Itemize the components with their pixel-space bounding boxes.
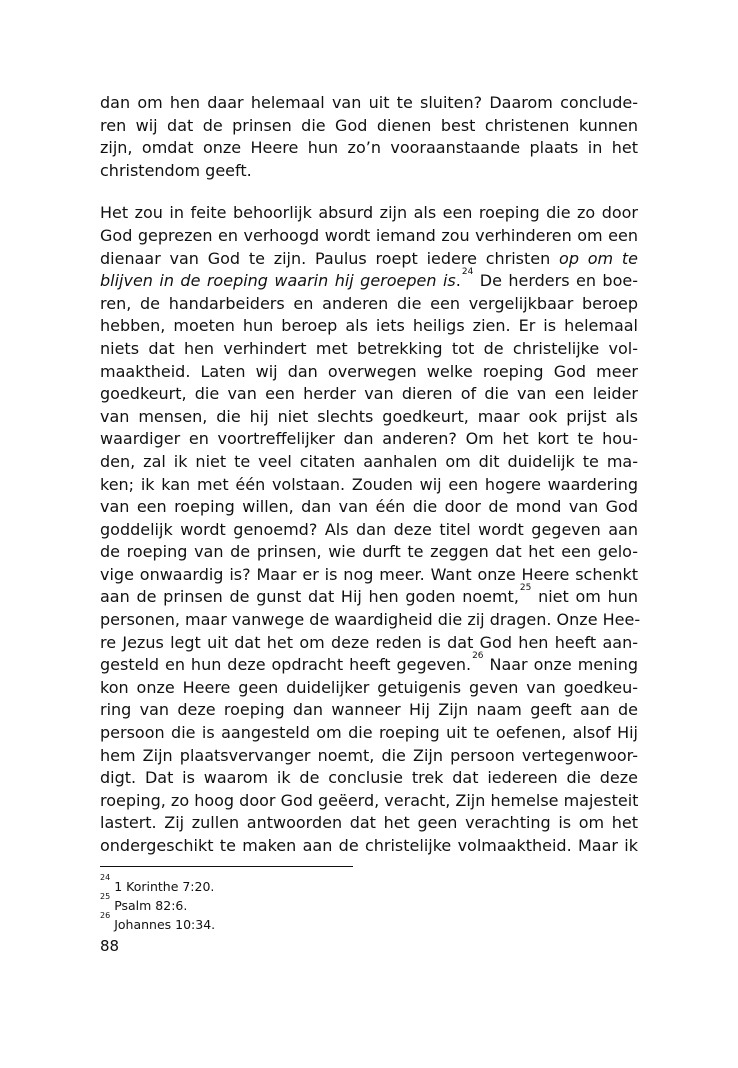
footnote: [100, 892, 638, 915]
text-line: lastert. Zij zullen antwoorden dat het geen verachting is om het: [100, 813, 638, 833]
text-line: persoon die is aangesteld om die roeping uit te oefenen, alsof Hij: [100, 723, 638, 743]
page-body: [100, 92, 641, 957]
footnotes: [100, 873, 638, 934]
text-line: hebben, moeten hun beroep als iets heiligs zien. Er is helemaal: [100, 316, 638, 336]
text-segment: Naar onze mening: [489, 655, 638, 675]
paragraph: [100, 92, 638, 182]
text-line: goedkeurt, die van een herder van dieren of die van een leider: [100, 384, 638, 404]
footnote: [100, 911, 638, 934]
text-line: goddelijk wordt genoemd? Als dan deze titel wordt gegeven aan: [100, 519, 638, 539]
text-line: God geprezen en verhoogd wordt iemand zou verhinderen om een: [100, 225, 638, 245]
paragraph: [100, 202, 641, 857]
footnote-text: 1 Korinthe 7:20.: [114, 878, 215, 894]
footnote-text: Johannes 10:34.: [114, 916, 216, 932]
footnote-ref: 24: [461, 266, 474, 277]
page-number: 88: [100, 936, 120, 955]
text-line: vige onwaardig is? Maar er is nog meer. Want onze Heere schenkt: [100, 564, 638, 584]
text-line: dan om hen daar helemaal van uit te sluiten? Daarom conclude-: [100, 93, 638, 112]
text-line: de roeping van de prinsen, wie durft te zeggen dat het een gelo-: [100, 542, 638, 562]
text-line: van mensen, die hij niet slechts goedkeurt, maar ook prijst als: [100, 406, 638, 426]
footnote-divider: [100, 866, 353, 867]
text-line: kon onze Heere geen duidelijker getuigenis geven van goedkeu-: [100, 677, 638, 697]
text-line: ring van deze roeping dan wanneer Hij Zijn naam geeft aan de: [100, 700, 638, 720]
footnote-ref: 26: [472, 650, 484, 661]
footnote-number: 24: [100, 873, 111, 883]
text-line: [100, 583, 639, 609]
text-line: blijven in de roeping waarin hij geroepen is.$^{24}$ De herders en boe-: [100, 266, 638, 291]
text-line: [100, 650, 638, 677]
text-line: personen, maar vanwege de waardigheid die zij dragen. Onze Hee-: [100, 610, 641, 630]
footnote-text: Psalm 82:6.: [114, 897, 188, 913]
text-line: [100, 248, 638, 271]
italic-quote: op om te: [559, 248, 638, 268]
text-line: ren wij dat de prinsen die God dienen best christenen kunnen: [100, 115, 638, 135]
text-line: ondergeschikt te maken aan de christelijke volmaaktheid. Maar ik: [100, 836, 638, 855]
text-line: maaktheid. Laten wij dan overwegen welke roeping God meer: [100, 361, 638, 381]
footnote-number: 26: [100, 911, 111, 921]
footnote-number: 25: [100, 892, 111, 902]
text-segment: niet om hun: [538, 587, 639, 607]
footnote-ref: 25: [519, 583, 532, 594]
text-segment: aan de prinsen de gunst dat Hij hen goden noemt,: [100, 587, 519, 607]
text-line: hem Zijn plaatsvervanger noemt, die Zijn persoon vertegenwoor-: [100, 745, 638, 765]
text-line: niets dat hen verhindert met betrekking tot de christelijke vol-: [100, 338, 638, 358]
text-line: zijn, omdat onze Heere hun zo’n vooraanstaande plaats in het: [100, 138, 638, 158]
text-line: ken; ik kan met één volstaan. Zouden wij een hogere waardering: [100, 474, 638, 494]
text-segment: dienaar van God te zijn. Paulus roept iedere christen: [100, 248, 551, 268]
text-line: van een roeping willen, dan van één die door de mond van God: [100, 497, 638, 517]
text-line: re Jezus legt uit dat het om deze reden is dat God hen heeft aan-: [100, 632, 638, 652]
text-line: Het zou in feite behoorlijk absurd zijn als een roeping die zo door: [100, 203, 638, 223]
text-line: den, zal ik niet te veel citaten aanhalen om dit duidelijk te ma-: [100, 451, 638, 471]
italic-quote: blijven in de roeping waarin hij geroepen is: [100, 271, 456, 291]
text-line: ren, de handarbeiders en anderen die een vergelijkbaar beroep: [100, 293, 638, 313]
text-line: roeping, zo hoog door God geëerd, veracht, Zijn hemelse majesteit: [100, 790, 639, 810]
footnote: [100, 873, 638, 896]
paragraph-gap: [100, 182, 638, 202]
text-segment: De herders en boe-: [479, 271, 638, 291]
text-line: digt. Dat is waarom ik de conclusie trek dat iedereen die deze: [100, 768, 638, 788]
text-line: christendom geeft.: [100, 160, 252, 180]
text-line: waardiger en voortreffelijker dan anderen? Om het kort te hou-: [100, 429, 638, 449]
text-segment: gesteld en hun deze opdracht heeft gegeven.: [100, 655, 472, 675]
